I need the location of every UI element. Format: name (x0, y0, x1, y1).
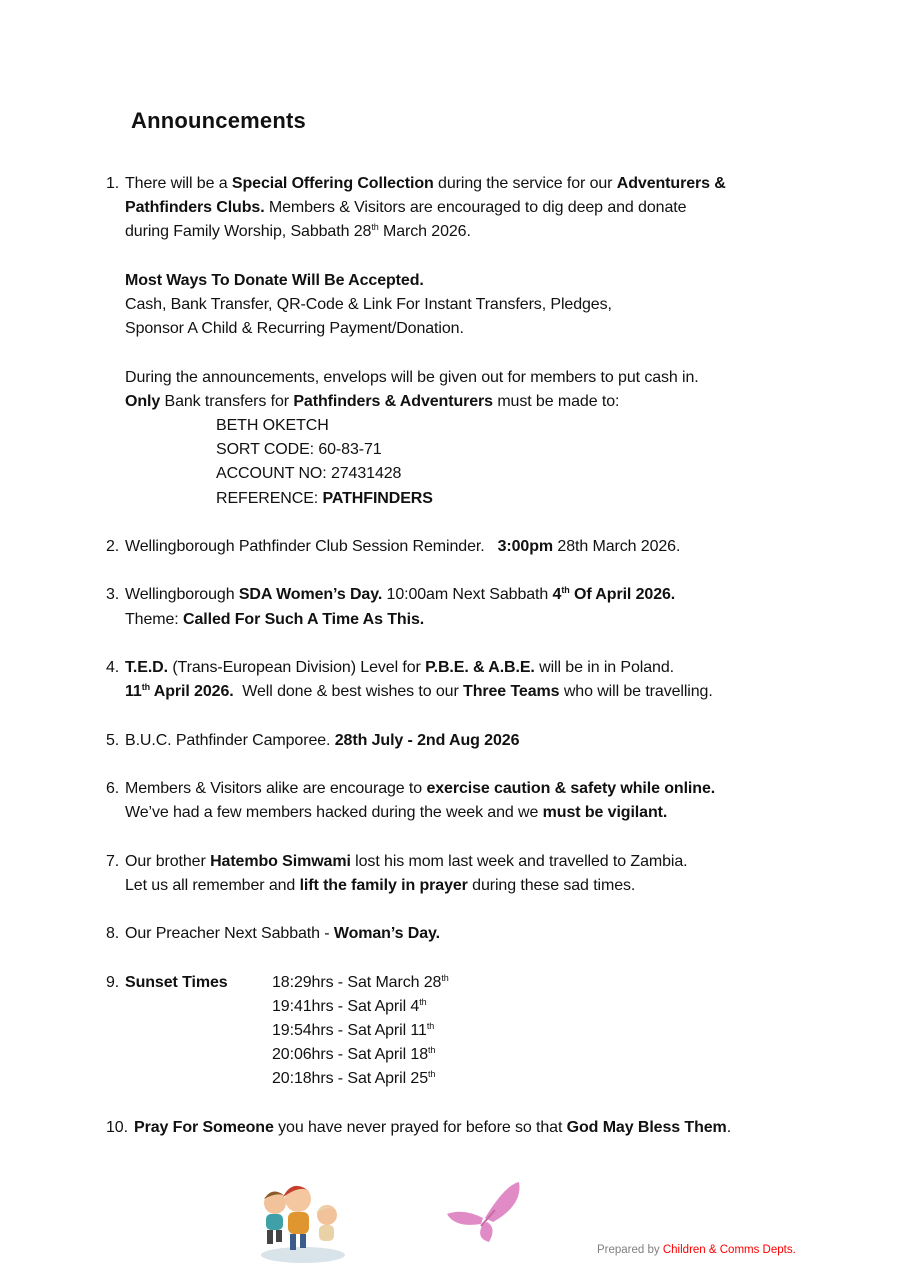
sunset-time-row (272, 971, 449, 995)
text-bold: 11 (125, 683, 142, 701)
sunset-times (125, 971, 826, 1092)
superscript: th (371, 222, 379, 233)
item-number: 3. (106, 586, 120, 604)
line (125, 777, 826, 801)
announcements-list (106, 172, 826, 1140)
sunset-label: Sunset Times (125, 973, 228, 991)
text: (Trans-European Division) Level for (167, 658, 426, 676)
text-bold: Only (125, 392, 161, 410)
line (125, 608, 826, 632)
reference (216, 487, 826, 511)
text: REFERENCE: (216, 489, 323, 507)
text-bold: PATHFINDERS (322, 489, 433, 507)
text: Bank transfers for (160, 392, 294, 410)
text: during Family Worship, Sabbath 28 (125, 223, 372, 241)
item-number: 1. (106, 175, 120, 192)
text-bold: Pathfinders Clubs. (125, 199, 265, 217)
sunset-list (272, 971, 449, 1092)
announcement-8 (106, 922, 826, 946)
child-coat (319, 1225, 334, 1241)
sunset-time-row (272, 995, 449, 1019)
superscript: th (561, 585, 570, 596)
text: There will be a (125, 175, 232, 192)
line: During the announcements, envelops will be given out for members to put cash in. (125, 368, 699, 386)
text: Wellingborough (125, 586, 239, 604)
puddle-splash (261, 1247, 345, 1263)
superscript: th (426, 1020, 435, 1031)
item-number: 2. (106, 538, 120, 555)
bank-details (125, 414, 826, 511)
text-bold: Woman’s Day. (333, 925, 440, 943)
text: We’ve had a few members hacked during the week and we (125, 804, 543, 822)
children-running-illustration (253, 1175, 353, 1265)
text: 20:18hrs - Sat April 25 (272, 1070, 429, 1088)
announcement-7 (106, 850, 826, 898)
boy-leg (267, 1230, 273, 1244)
text: 19:41hrs - Sat April 4 (272, 997, 420, 1015)
item-number: 8. (106, 925, 120, 943)
line (125, 583, 826, 607)
line (125, 729, 826, 753)
text-bold: must be vigilant. (542, 804, 668, 822)
sort-code: SORT CODE: 60-83-71 (216, 441, 382, 459)
footer-credit (597, 1244, 796, 1256)
text: you have never prayed for before so that (273, 1118, 567, 1136)
line (125, 922, 826, 946)
line (125, 874, 826, 898)
text: Members & Visitors alike are encourage to (125, 779, 427, 797)
line (125, 172, 826, 196)
donate-heading (125, 269, 826, 293)
announcement-1 (106, 172, 826, 511)
text: . (726, 1118, 732, 1136)
text: 10:00am Next Sabbath (382, 586, 553, 604)
butterfly-left-wing (447, 1212, 483, 1225)
line (125, 390, 826, 414)
announcement-6 (106, 777, 826, 825)
text: Let us all remember and (125, 876, 300, 894)
text: 20:06hrs - Sat April 18 (272, 1046, 429, 1064)
text-bold: exercise caution & safety while online. (426, 779, 716, 797)
announcement-9 (106, 971, 826, 1092)
text-bold: P.B.E. & A.B.E. (425, 658, 535, 676)
text: lost his mom last week and travelled to Zambia. (350, 852, 688, 870)
item-number: 9. (106, 973, 120, 991)
text: Members & Visitors are encouraged to dig deep and donate (264, 199, 687, 217)
footer-dept: Children & Comms Depts. (662, 1244, 796, 1256)
text-bold: Of April 2026. (569, 586, 676, 604)
text: Wellingborough Pathfinder Club Session Reminder. (125, 538, 498, 555)
line: Sponsor A Child & Recurring Payment/Donation. (125, 320, 464, 338)
line (125, 801, 826, 825)
superscript: th (441, 972, 449, 983)
girl-leg (300, 1234, 306, 1248)
announcement-2 (106, 535, 826, 559)
line (125, 656, 826, 680)
text-bold: Most Ways To Donate Will Be Accepted. (125, 271, 424, 289)
text: 19:54hrs - Sat April 11 (272, 1021, 427, 1039)
text-bold: Called For Such A Time As This. (183, 610, 425, 628)
sunset-time-row (272, 1043, 449, 1067)
announcement-3 (106, 583, 826, 631)
page-title: Announcements (131, 108, 306, 133)
text: must be made to: (492, 392, 620, 410)
announcement-10 (106, 1116, 826, 1140)
text: 18:29hrs - Sat March 28 (272, 973, 442, 991)
account-number: ACCOUNT NO: 27431428 (216, 465, 402, 483)
announcement-5 (106, 729, 826, 753)
boy-leg (276, 1230, 282, 1242)
text-bold: 28th July - 2nd Aug 2026 (334, 731, 520, 749)
text-bold: 3:00pm (497, 538, 554, 555)
text: who will be travelling. (559, 683, 713, 701)
item-number: 4. (106, 658, 120, 676)
text: March 2026. (378, 223, 471, 241)
text: Well done & best wishes to our (233, 683, 464, 701)
superscript: th (141, 682, 151, 693)
text: Our Preacher Next Sabbath - (125, 925, 334, 943)
text: 28th March 2026. (553, 538, 681, 555)
text: during the service for our (433, 175, 617, 192)
line (125, 680, 826, 704)
text-bold: lift the family in prayer (299, 876, 468, 894)
superscript: th (428, 1069, 436, 1080)
item-number: 6. (106, 779, 120, 797)
line (125, 850, 826, 874)
announcement-4 (106, 656, 826, 704)
butterfly-icon (445, 1180, 525, 1245)
superscript: th (419, 996, 427, 1007)
line (134, 1116, 826, 1140)
text-bold: Three Teams (463, 683, 560, 701)
line (125, 196, 826, 220)
sunset-time-row (272, 1019, 449, 1043)
sunset-time-row (272, 1067, 449, 1091)
item-number: 10. (106, 1118, 128, 1136)
text-bold: Hatembo Simwami (210, 852, 351, 870)
text: during these sad times. (467, 876, 636, 894)
item-number: 5. (106, 731, 120, 749)
item-number: 7. (106, 852, 120, 870)
text: will be in in Poland. (534, 658, 674, 676)
text: Theme: (125, 610, 183, 628)
text-bold: T.E.D. (125, 658, 168, 676)
text-bold: SDA Women’s Day. (238, 586, 383, 604)
girl-coat (288, 1212, 309, 1234)
text-bold: April 2026. (150, 683, 234, 701)
text-bold: Special Offering Collection (231, 175, 434, 192)
text-bold: 4 (552, 586, 562, 604)
text-bold: Adventurers & (616, 175, 726, 192)
account-name: BETH OKETCH (216, 417, 329, 434)
boy-shirt (266, 1214, 283, 1230)
girl-leg (290, 1234, 296, 1250)
line (125, 220, 826, 244)
superscript: th (428, 1045, 436, 1056)
text: B.U.C. Pathfinder Camporee. (125, 731, 335, 749)
footer-prefix: Prepared by (597, 1244, 663, 1256)
line: Cash, Bank Transfer, QR-Code & Link For Instant Transfers, Pledges, (125, 296, 612, 313)
text: Our brother (125, 852, 211, 870)
line (125, 535, 826, 559)
text-bold: Pray For Someone (134, 1118, 274, 1136)
text-bold: God May Bless Them (566, 1118, 727, 1136)
text-bold: Pathfinders & Adventurers (293, 392, 493, 410)
